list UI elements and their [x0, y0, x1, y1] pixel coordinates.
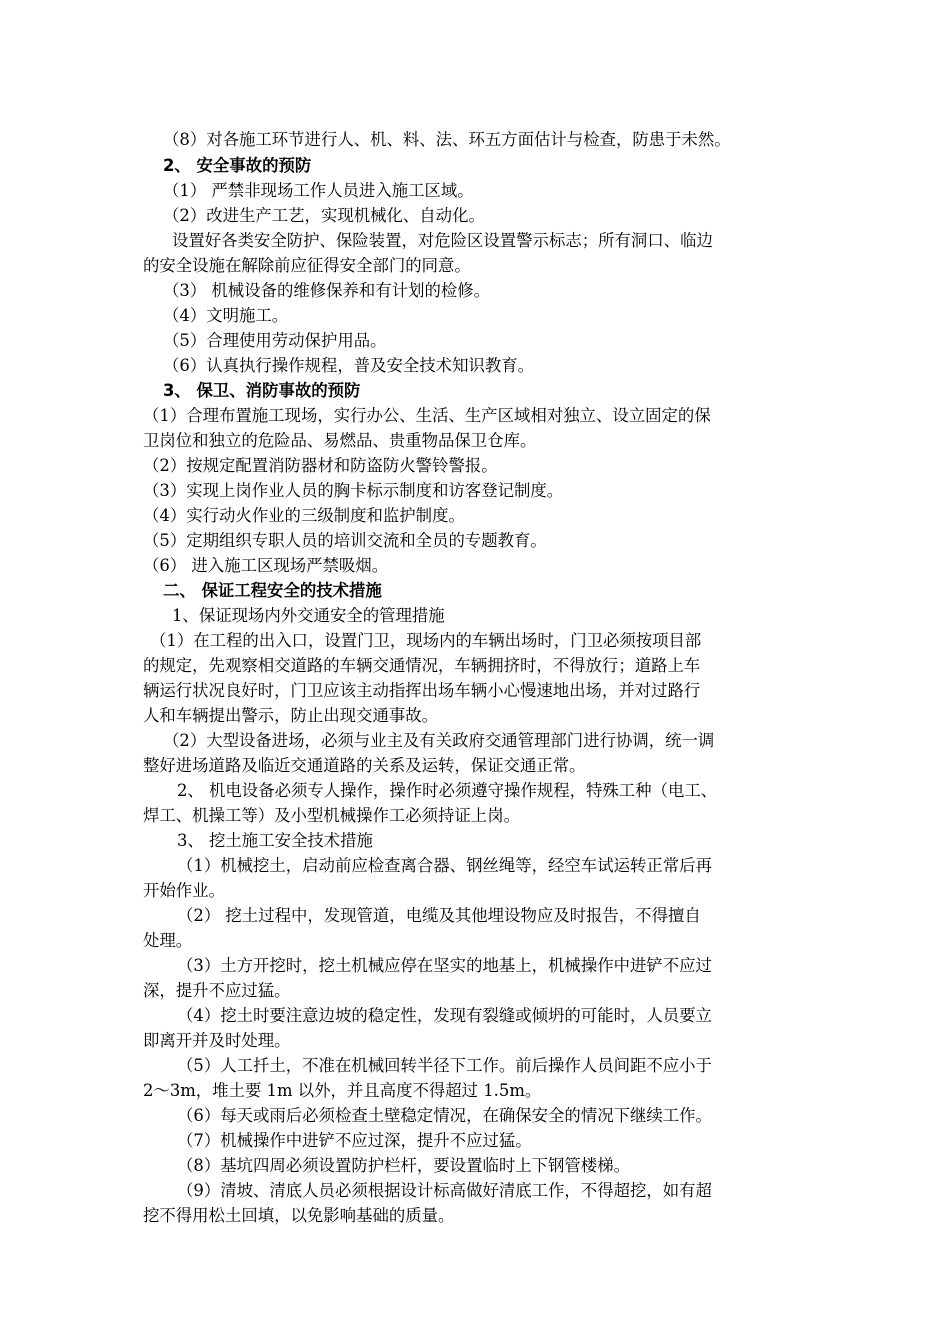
text-line: 2、 机电设备必须专人操作，操作时必须遵守操作规程，特殊工种（电工、 [177, 781, 718, 800]
text-line: （4）文明施工。 [163, 306, 289, 325]
text-line: 整好进场道路及临近交通道路的关系及运转，保证交通正常。 [143, 756, 586, 775]
text-line: 处理。 [143, 931, 193, 950]
text-line: （1）机械挖土，启动前应检查离合器、钢丝绳等，经空车试运转正常后再 [177, 856, 712, 875]
text-line: （1）在工程的出入口，设置门卫，现场内的车辆出场时，门卫必须按项目部 [150, 631, 702, 650]
text-line: 的规定，先观察相交道路的车辆交通情况，车辆拥挤时，不得放行；道路上车 [143, 656, 701, 675]
text-line: （5）人工扦土，不准在机械回转半径下工作。前后操作人员间距不应小于 [177, 1056, 712, 1075]
text-line: （3）实现上岗作业人员的胸卡标示制度和访客登记制度。 [143, 481, 564, 500]
text-line: （1） 严禁非现场工作人员进入施工区域。 [163, 181, 474, 200]
text-line: 设置好各类安全防护、保险装置，对危险区设置警示标志；所有洞口、临边 [172, 231, 713, 250]
text-line: 开始作业。 [143, 881, 225, 900]
text-line: （7）机械操作中进铲不应过深，提升不应过猛。 [177, 1131, 532, 1150]
section-heading: 3、 保卫、消防事故的预防 [163, 381, 361, 400]
text-line: 挖不得用松土回填，以免影响基础的质量。 [143, 1206, 455, 1225]
text-line: （2）大型设备进场，必须与业主及有关政府交通管理部门进行协调，统一调 [163, 731, 715, 750]
text-line: （6）认真执行操作规程，普及安全技术知识教育。 [163, 356, 535, 375]
text-line: （4）实行动火作业的三级制度和监护制度。 [143, 506, 465, 525]
text-line: （6）每天或雨后必须检查土壁稳定情况，在确保安全的情况下继续工作。 [177, 1106, 712, 1125]
text-line: （5）合理使用劳动保护用品。 [163, 331, 387, 350]
text-line: （3） 机械设备的维修保养和有计划的检修。 [163, 281, 491, 300]
text-line: （8）基坑四周必须设置防护栏杆，要设置临时上下钢管楼梯。 [177, 1156, 630, 1175]
text-line: 辆运行状况良好时，门卫应该主动指挥出场车辆小心慢速地出场，并对过路行 [143, 681, 701, 700]
text-line: 即离开并及时处理。 [143, 1031, 291, 1050]
text-line: （5）定期组织专职人员的培训交流和全员的专题教育。 [143, 531, 547, 550]
text-line: 深，提升不应过猛。 [143, 981, 291, 1000]
text-line: （4）挖土时要注意边坡的稳定性，发现有裂缝或倾坍的可能时，人员要立 [177, 1006, 712, 1025]
section-heading: 2、 安全事故的预防 [163, 156, 312, 175]
text-line: 的安全设施在解除前应征得安全部门的同意。 [143, 256, 471, 275]
text-line: 人和车辆提出警示，防止出现交通事故。 [143, 706, 439, 725]
text-line: （9）清坡、清底人员必须根据设计标高做好清底工作，不得超挖，如有超 [177, 1181, 712, 1200]
text-line: 2～3m，堆土要 1m 以外，并且高度不得超过 1.5m。 [143, 1081, 542, 1100]
text-line: （3）土方开挖时，挖土机械应停在坚实的地基上，机械操作中进铲不应过 [177, 956, 712, 975]
text-line: （1）合理布置施工现场，实行办公、生活、生产区域相对独立、设立固定的保 [143, 406, 711, 425]
text-line: （8）对各施工环节进行人、机、料、法、环五方面估计与检查，防患于未然。 [163, 130, 731, 149]
section-heading: 二、 保证工程安全的技术措施 [163, 581, 382, 600]
text-line: 3、 挖土施工安全技术措施 [177, 831, 373, 850]
text-line: 焊工、机操工等）及小型机械操作工必须持证上岗。 [143, 806, 520, 825]
text-line: （2）按规定配置消防器材和防盗防火警铃警报。 [143, 456, 498, 475]
text-line: （6） 进入施工区现场严禁吸烟。 [143, 556, 389, 575]
text-line: 1、保证现场内外交通安全的管理措施 [172, 606, 445, 625]
text-line: （2） 挖土过程中，发现管道，电缆及其他埋设物应及时报告，不得擅自 [177, 906, 701, 925]
text-line: 卫岗位和独立的危险品、易燃品、贵重物品保卫仓库。 [143, 431, 537, 450]
text-line: （2）改进生产工艺，实现机械化、自动化。 [163, 206, 485, 225]
